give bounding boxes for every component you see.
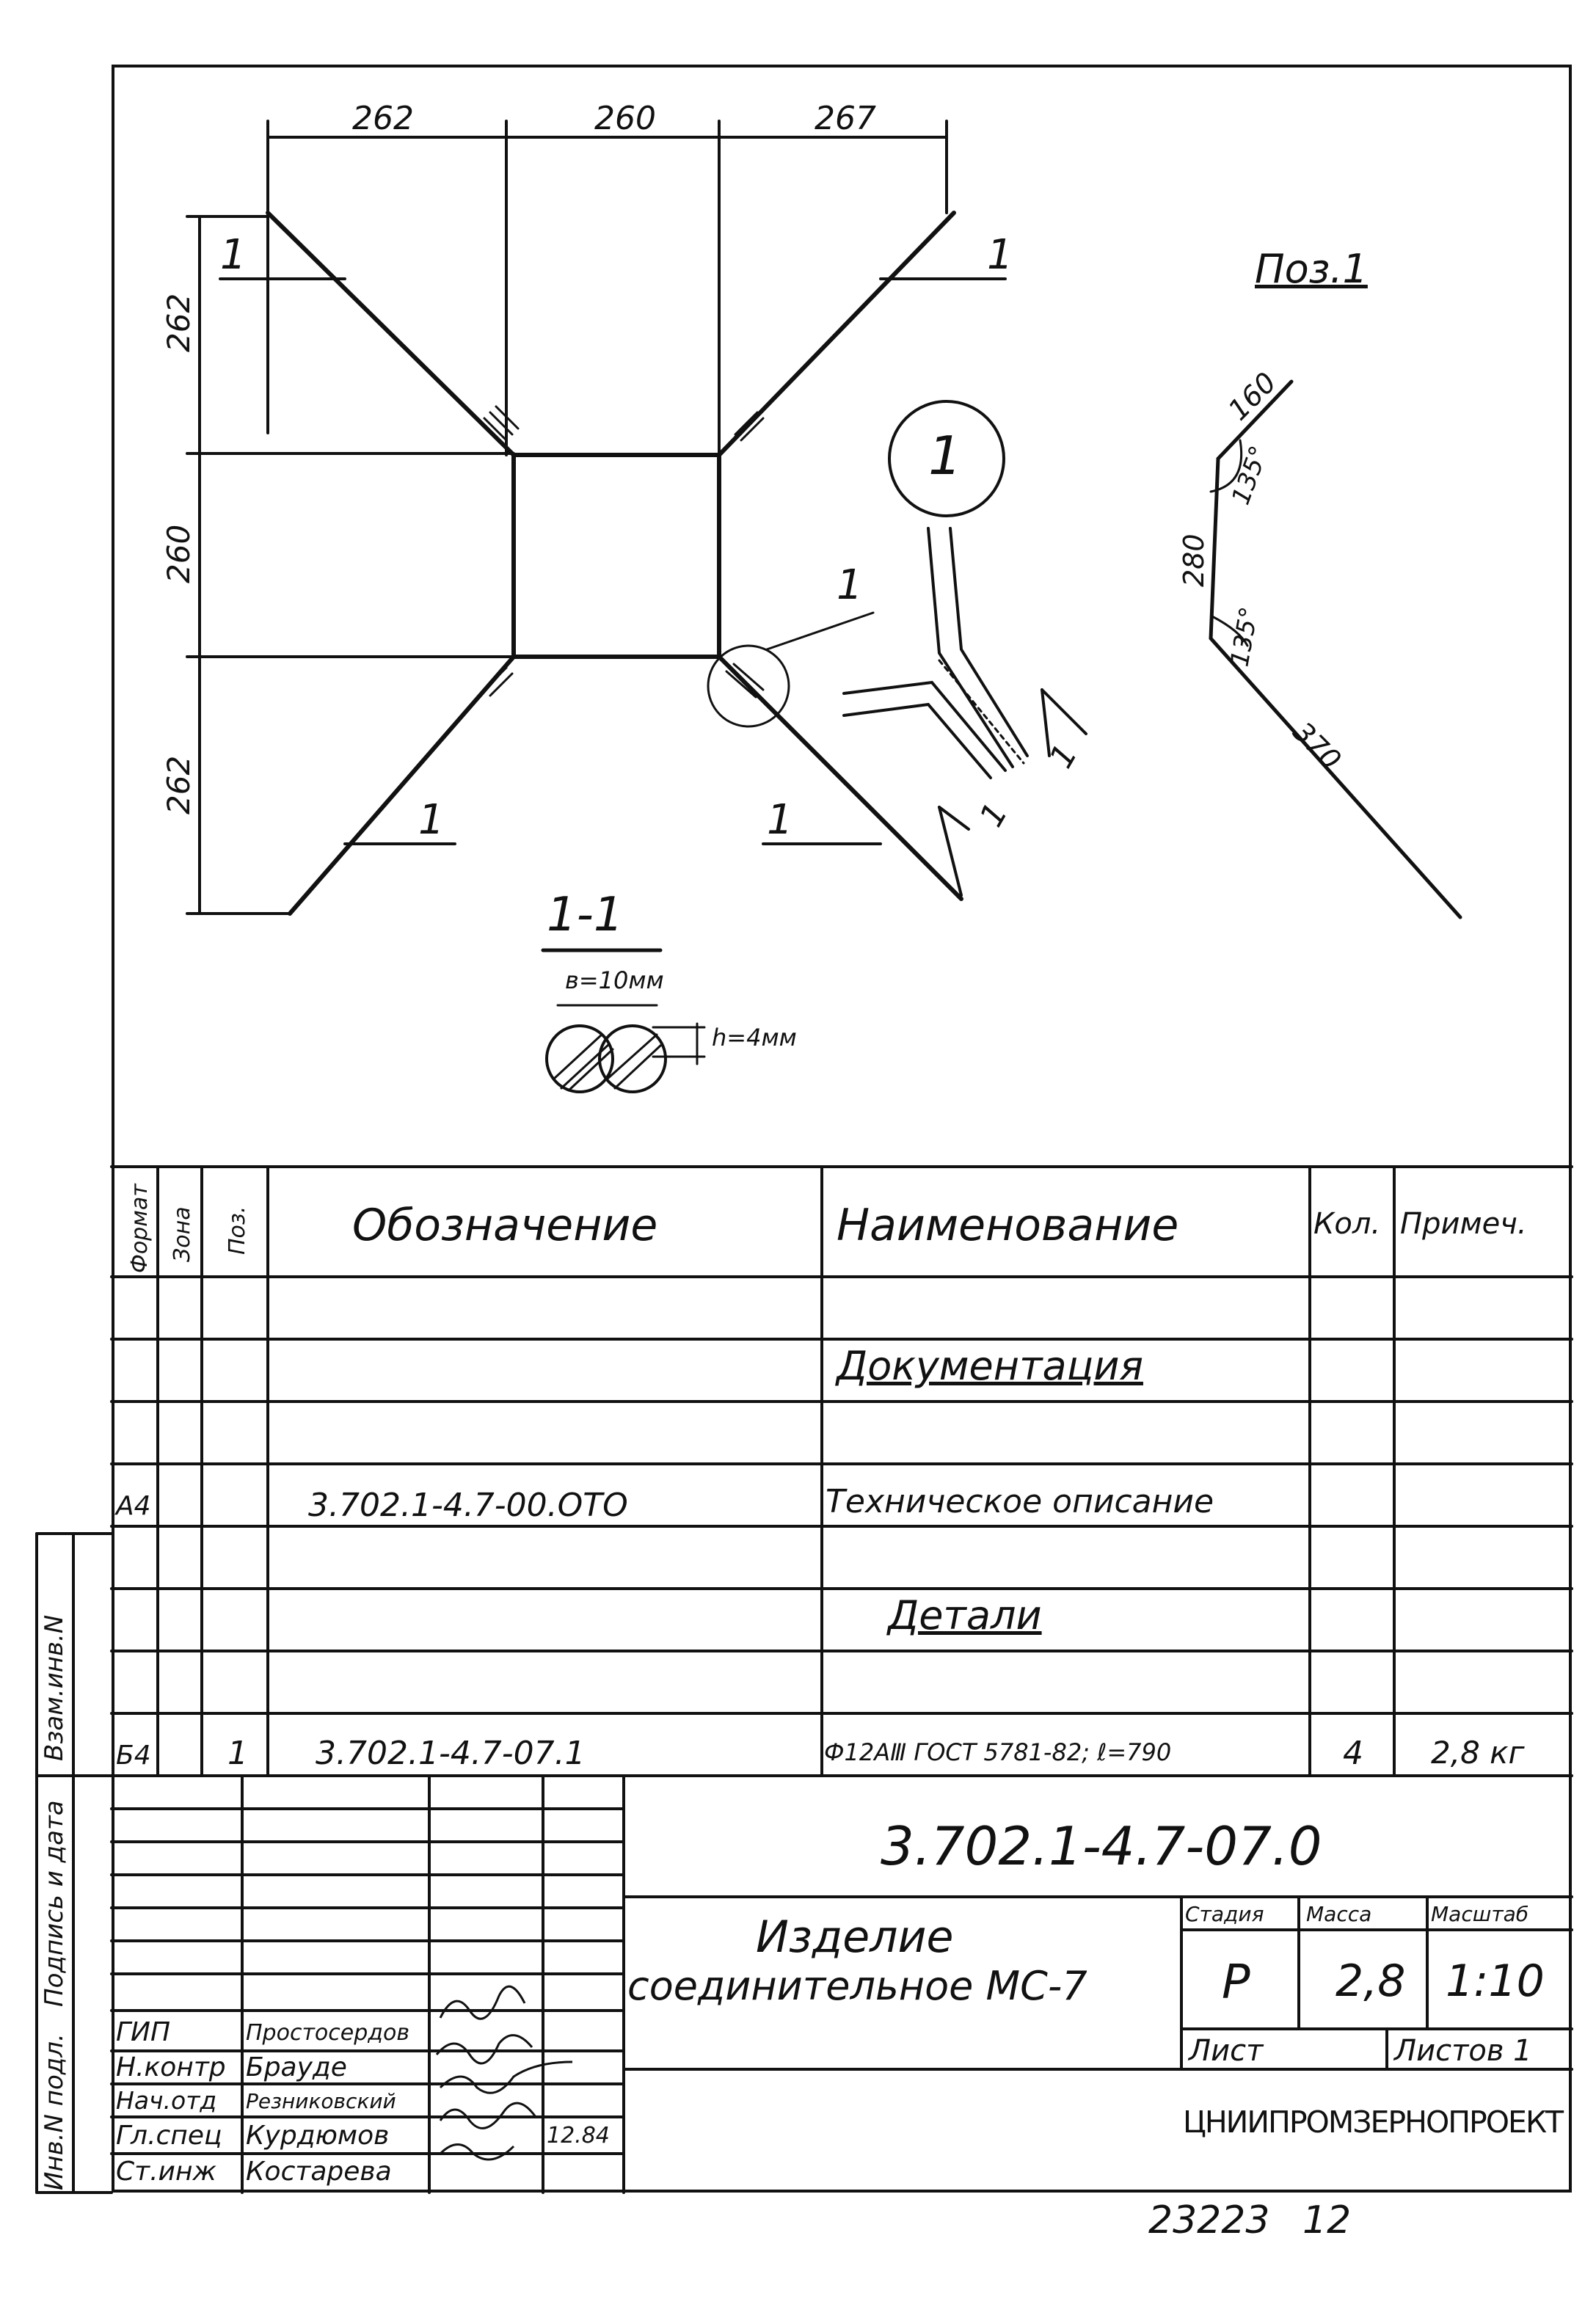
bar-angle-top: 135°: [1225, 442, 1275, 509]
stage-header: Стадия: [1185, 1902, 1264, 1926]
top-dim-2: 260: [594, 100, 656, 137]
sig-role-2: Н.контр: [116, 2052, 226, 2082]
sig-name-2: Брауде: [246, 2052, 347, 2082]
sig-name-3: Резниковский: [246, 2089, 396, 2113]
sig-name-1: Простосердов: [246, 2020, 410, 2046]
sig-role-1: ГИП: [116, 2017, 171, 2047]
sig-date: 12.84: [547, 2123, 610, 2149]
stage-value: Р: [1222, 1956, 1250, 2010]
sig-name-5: Костарева: [246, 2157, 392, 2187]
detail-mark-1: 1: [1042, 737, 1085, 775]
section-title: 1-1: [547, 888, 624, 942]
spec-row-2-qty: 4: [1343, 1735, 1363, 1772]
spec-header-zone: Зона: [170, 1206, 195, 1262]
spec-header-format: Формат: [127, 1184, 153, 1273]
mass-header: Масса: [1306, 1902, 1372, 1926]
archive-number: 23223: [1148, 2198, 1270, 2242]
bar-dim-middle: 280: [1178, 533, 1210, 587]
left-dim-2: 260: [161, 524, 197, 583]
spec-section-docs: Документация: [837, 1343, 1143, 1389]
detail-mark-2: 1: [972, 796, 1016, 834]
sig-role-4: Гл.спец: [116, 2121, 222, 2151]
side-stamp-replace: Взам.инв.N: [40, 1614, 69, 1761]
spec-row-2-pos: 1: [227, 1735, 248, 1772]
callout-number: 1: [928, 425, 962, 486]
sig-role-5: Ст.инж: [116, 2157, 216, 2187]
spec-row-2-name: Ф12АⅢ ГОСТ 5781-82; ℓ=790: [824, 1738, 1172, 1766]
side-stamp-sign-date: Подпись и дата: [40, 1800, 69, 2007]
product-name-line2: соединительное МС-7: [627, 1963, 1087, 2009]
sig-role-3: Нач.отд: [116, 2086, 217, 2115]
scale-header: Масштаб: [1431, 1902, 1529, 1926]
section-mark-top-right: 1: [987, 231, 1013, 279]
bar-dim-bottom: 370: [1286, 715, 1348, 776]
spec-header-qty: Кол.: [1313, 1207, 1381, 1241]
sig-name-4: Курдюмов: [246, 2121, 390, 2151]
spec-row-2-format: Б4: [116, 1741, 151, 1771]
section-mark-bottom-right: 1: [767, 796, 793, 844]
left-dim-3: 262: [161, 755, 197, 814]
bar-dim-top: 160: [1222, 365, 1283, 427]
spec-section-parts: Детали: [888, 1592, 1042, 1639]
sheets-label: Листов 1: [1394, 2034, 1532, 2068]
leader-mark: 1: [837, 561, 863, 609]
sheet-label: Лист: [1189, 2034, 1264, 2068]
weld-width: в=10мм: [565, 966, 664, 994]
spec-row-1-format: А4: [116, 1491, 151, 1521]
spec-row-1-name: Техническое описание: [826, 1483, 1214, 1520]
pos-title: Поз.1: [1255, 246, 1368, 292]
mass-value: 2,8: [1336, 1956, 1406, 2007]
spec-header-note: Примеч.: [1400, 1207, 1527, 1241]
product-name-line1: Изделие: [756, 1911, 954, 1963]
section-mark-bottom-left: 1: [418, 796, 445, 844]
spec-header-designation: Обозначение: [352, 1200, 658, 1251]
page-number: 12: [1302, 2198, 1352, 2242]
scale-value: 1:10: [1446, 1956, 1545, 2007]
left-dim-1: 262: [161, 293, 197, 352]
weld-height: h=4мм: [712, 1024, 797, 1052]
spec-row-2-note: 2,8 кг: [1431, 1735, 1525, 1771]
spec-header-pos: Поз.: [225, 1206, 250, 1255]
top-dim-3: 267: [815, 100, 876, 137]
spec-row-2-designation: 3.702.1-4.7-07.1: [316, 1735, 586, 1772]
section-mark-top-left: 1: [220, 231, 247, 279]
doc-number: 3.702.1-4.7-07.0: [881, 1815, 1322, 1877]
spec-header-name: Наименование: [837, 1200, 1179, 1251]
organization: ЦНИИПРОМЗЕРНОПРОЕКТ: [1183, 2104, 1563, 2140]
spec-row-1-designation: 3.702.1-4.7-00.ОТО: [308, 1487, 628, 1524]
top-dim-1: 262: [352, 100, 414, 137]
side-stamp-inv-podl: Инв.N подл.: [40, 2033, 69, 2190]
bar-angle-bottom: 135°: [1225, 604, 1265, 669]
